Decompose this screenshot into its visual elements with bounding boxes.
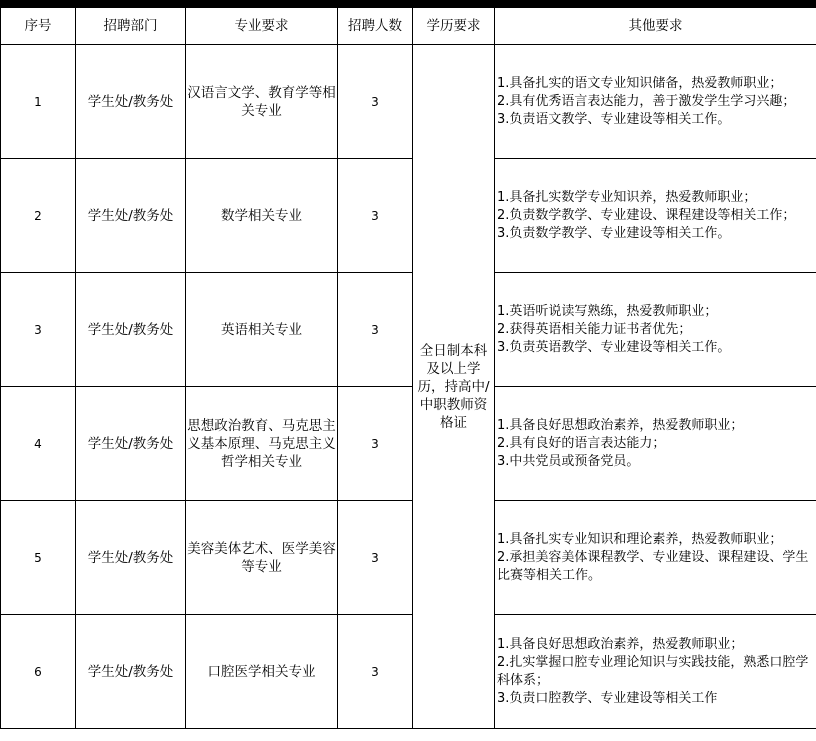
row-count: 3 [338, 387, 413, 501]
other-line: 2.承担美容美体课程教学、专业建设、课程建设、学生比赛等相关工作。 [497, 549, 809, 583]
other-line: 1.具备扎实数学专业知识养，热爱教师职业； [497, 189, 757, 205]
row-dept: 学生处/教务处 [76, 501, 186, 615]
row-count: 3 [338, 501, 413, 615]
row-no: 4 [1, 387, 76, 501]
other-line: 2.负责数学教学、专业建设、课程建设等相关工作； [497, 207, 796, 223]
row-no: 5 [1, 501, 76, 615]
header-no: 序号 [1, 8, 76, 45]
header-count: 招聘人数 [338, 8, 413, 45]
row-count: 3 [338, 615, 413, 729]
row-count: 3 [338, 159, 413, 273]
other-line: 3.负责数学教学、专业建设等相关工作。 [497, 225, 731, 241]
table-row [1, 159, 816, 273]
row-major: 口腔医学相关专业 [186, 615, 338, 729]
row-major: 数学相关专业 [186, 159, 338, 273]
table-row [1, 501, 816, 615]
header-row [1, 8, 816, 45]
row-dept: 学生处/教务处 [76, 615, 186, 729]
row-other [495, 273, 816, 387]
row-dept: 学生处/教务处 [76, 45, 186, 159]
other-line: 3.负责口腔教学、专业建设等相关工作 [497, 690, 718, 706]
header-education: 学历要求 [413, 8, 495, 45]
row-other [495, 159, 816, 273]
row-major: 美容美体艺术、医学美容等专业 [186, 501, 338, 615]
other-line: 3.中共党员或预备党员。 [497, 453, 640, 469]
row-other [495, 387, 816, 501]
row-major: 思想政治教育、马克思主义基本原理、马克思主义哲学相关专业 [186, 387, 338, 501]
other-line: 1.英语听说读写熟练，热爱教师职业； [497, 303, 718, 319]
row-no: 6 [1, 615, 76, 729]
other-line: 3.负责语文教学、专业建设等相关工作。 [497, 111, 731, 127]
table-row [1, 45, 816, 159]
row-other [495, 501, 816, 615]
row-no: 2 [1, 159, 76, 273]
row-major: 英语相关专业 [186, 273, 338, 387]
table-row [1, 273, 816, 387]
row-other [495, 615, 816, 729]
education-requirement: 全日制本科及以上学历，持高中/中职教师资格证 [413, 45, 495, 729]
row-no: 3 [1, 273, 76, 387]
other-line: 1.具备扎实专业知识和理论素养，热爱教师职业； [497, 531, 783, 547]
row-count: 3 [338, 273, 413, 387]
row-dept: 学生处/教务处 [76, 387, 186, 501]
other-line: 3.负责英语教学、专业建设等相关工作。 [497, 339, 731, 355]
row-dept: 学生处/教务处 [76, 159, 186, 273]
header-major: 专业要求 [186, 8, 338, 45]
table-row [1, 387, 816, 501]
row-dept: 学生处/教务处 [76, 273, 186, 387]
header-dept: 招聘部门 [76, 8, 186, 45]
row-major: 汉语言文学、教育学等相关专业 [186, 45, 338, 159]
other-line: 2.具有良好的语言表达能力； [497, 435, 666, 451]
other-line: 2.具有优秀语言表达能力，善于激发学生学习兴趣； [497, 93, 796, 109]
other-line: 2.扎实掌握口腔专业理论知识与实践技能，熟悉口腔学科体系； [497, 654, 809, 688]
top-border-bar [0, 0, 816, 7]
row-no: 1 [1, 45, 76, 159]
header-other: 其他要求 [495, 8, 816, 45]
other-line: 1.具备良好思想政治素养，热爱教师职业； [497, 636, 744, 652]
recruitment-table [0, 7, 816, 729]
row-other [495, 45, 816, 159]
other-line: 1.具备良好思想政治素养，热爱教师职业； [497, 417, 744, 433]
table-row [1, 615, 816, 729]
row-count: 3 [338, 45, 413, 159]
other-line: 1.具备扎实的语文专业知识储备，热爱教师职业； [497, 75, 783, 91]
other-line: 2.获得英语相关能力证书者优先； [497, 321, 692, 337]
